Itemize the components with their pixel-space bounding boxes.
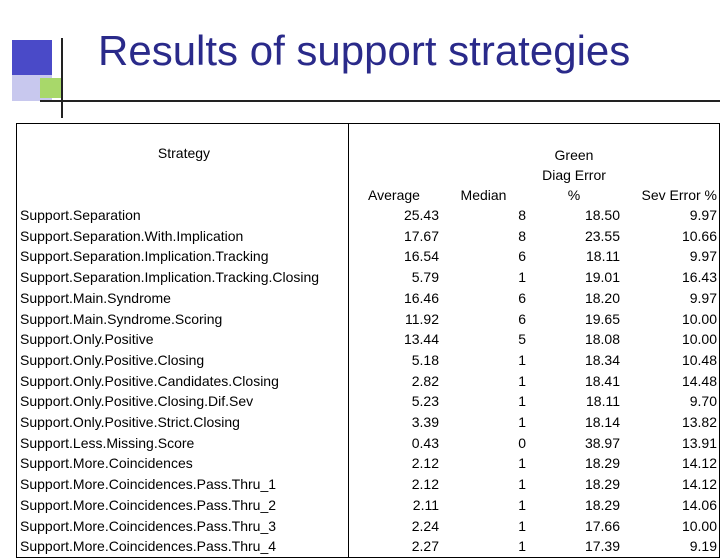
table-row	[17, 205, 720, 226]
table-row	[17, 350, 720, 371]
cell-strategy: Support.More.Coincidences.Pass.Thru_1	[20, 476, 277, 493]
cell-sev-error: 13.91	[681, 434, 717, 451]
cell-diag-error: 18.29	[584, 476, 620, 493]
header-diag-line2: Diag Error	[542, 167, 606, 183]
cell-strategy: Support.Only.Positive.Strict.Closing	[20, 414, 240, 431]
cell-strategy: Support.Only.Positive.Closing	[20, 351, 205, 368]
table-row	[17, 536, 720, 557]
cell-sev-error: 14.12	[681, 455, 717, 472]
cell-sev-error: 10.66	[681, 227, 717, 244]
cell-sev-error: 10.00	[681, 310, 717, 327]
cell-diag-error: 18.20	[584, 289, 620, 306]
table-row	[17, 391, 720, 412]
table-row	[17, 474, 720, 495]
header-strategy: Strategy	[157, 145, 211, 161]
cell-average: 16.54	[349, 246, 442, 267]
cell-median: 1	[518, 372, 526, 389]
table-row	[17, 267, 720, 288]
cell-diag-error: 19.65	[584, 310, 620, 327]
cell-strategy: Support.More.Coincidences.Pass.Thru_3	[20, 517, 277, 534]
cell-diag-error: 38.97	[584, 434, 620, 451]
cell-diag-error: 17.66	[584, 517, 620, 534]
cell-average: 16.46	[349, 288, 442, 309]
cell-sev-error: 9.97	[689, 248, 717, 265]
title-underline	[40, 100, 720, 102]
table-row	[17, 246, 720, 267]
cell-sev-error: 10.48	[681, 351, 717, 368]
cell-sev-error: 10.00	[681, 517, 717, 534]
cell-median: 6	[518, 310, 526, 327]
decor-square-green	[40, 78, 62, 98]
header-diag-line1: Green	[554, 147, 594, 163]
cell-median: 8	[518, 227, 526, 244]
cell-median: 1	[518, 269, 526, 286]
header-average: Average	[349, 124, 442, 206]
table-row	[17, 309, 720, 330]
cell-sev-error: 9.19	[689, 538, 717, 555]
cell-average: 2.82	[349, 371, 442, 392]
cell-average: 2.24	[349, 516, 442, 537]
cell-average: 11.92	[349, 309, 442, 330]
table-row	[17, 371, 720, 392]
cell-diag-error: 18.34	[584, 351, 620, 368]
table-row	[17, 453, 720, 474]
cell-diag-error: 18.14	[584, 414, 620, 431]
cell-strategy: Support.More.Coincidences	[20, 455, 193, 472]
table-row	[17, 329, 720, 350]
table-header-row	[17, 124, 720, 206]
cell-median: 1	[518, 538, 526, 555]
cell-average: 2.27	[349, 536, 442, 557]
decor-vertical-line	[61, 38, 63, 118]
table-row	[17, 288, 720, 309]
cell-average: 2.12	[349, 453, 442, 474]
cell-sev-error: 13.82	[681, 414, 717, 431]
cell-diag-error: 18.50	[584, 207, 620, 223]
cell-strategy: Support.Separation.Implication.Tracking.Closing	[20, 269, 320, 286]
table-row	[17, 412, 720, 433]
cell-diag-error: 19.01	[584, 269, 620, 286]
cell-median: 0	[518, 434, 526, 451]
header-diag-line3: %	[567, 187, 581, 203]
cell-strategy: Support.Main.Syndrome.Scoring	[20, 310, 223, 327]
cell-sev-error: 9.70	[689, 393, 717, 410]
cell-median: 5	[518, 331, 526, 348]
cell-average: 17.67	[349, 226, 442, 247]
cell-average: 13.44	[349, 329, 442, 350]
header-diag-error	[528, 124, 622, 206]
cell-median: 1	[518, 496, 526, 513]
cell-median: 1	[518, 476, 526, 493]
cell-average: 5.23	[349, 391, 442, 412]
cell-sev-error: 10.00	[681, 331, 717, 348]
header-sev-error: Sev Error %	[641, 187, 717, 203]
cell-diag-error: 18.08	[584, 331, 620, 348]
cell-diag-error: 17.39	[584, 538, 620, 555]
cell-strategy: Support.Only.Positive	[20, 331, 154, 348]
cell-strategy: Support.More.Coincidences.Pass.Thru_2	[20, 496, 277, 513]
cell-diag-error: 18.11	[586, 248, 620, 265]
cell-sev-error: 14.12	[681, 476, 717, 493]
cell-average: 2.11	[349, 495, 442, 516]
cell-average: 25.43	[349, 205, 442, 226]
cell-strategy: Support.Separation	[20, 207, 141, 223]
cell-sev-error: 14.06	[681, 496, 717, 513]
cell-strategy: Support.Less.Missing.Score	[20, 434, 195, 451]
cell-average: 5.79	[349, 267, 442, 288]
slide-title: Results of support strategies	[98, 27, 631, 74]
cell-strategy: Support.Separation.With.Implication	[20, 227, 244, 244]
table-row	[17, 495, 720, 516]
cell-median: 1	[518, 455, 526, 472]
results-table	[16, 123, 720, 558]
cell-diag-error: 23.55	[584, 227, 620, 244]
cell-median: 1	[518, 393, 526, 410]
cell-diag-error: 18.29	[584, 496, 620, 513]
cell-strategy: Support.Separation.Implication.Tracking	[20, 248, 269, 265]
cell-average: 0.43	[349, 433, 442, 454]
cell-diag-error: 18.11	[586, 393, 620, 410]
cell-average: 3.39	[349, 412, 442, 433]
cell-median: 1	[518, 414, 526, 431]
cell-average: 2.12	[349, 474, 442, 495]
table-row	[17, 433, 720, 454]
cell-strategy: Support.More.Coincidences.Pass.Thru_4	[20, 538, 277, 555]
cell-median: 1	[518, 517, 526, 534]
cell-median: 6	[518, 289, 526, 306]
table-row	[17, 516, 720, 537]
decor-square-blue	[12, 40, 52, 80]
table-body	[17, 205, 720, 557]
header-median: Median	[460, 187, 507, 203]
cell-strategy: Support.Only.Positive.Closing.Dif.Sev	[20, 393, 254, 410]
cell-strategy: Support.Only.Positive.Candidates.Closing	[20, 372, 279, 389]
cell-average: 5.18	[349, 350, 442, 371]
table-row	[17, 226, 720, 247]
cell-sev-error: 9.97	[689, 207, 717, 223]
cell-sev-error: 9.97	[689, 289, 717, 306]
cell-median: 6	[518, 248, 526, 265]
cell-strategy: Support.Main.Syndrome	[20, 289, 171, 306]
cell-median: 1	[518, 351, 526, 368]
cell-diag-error: 18.29	[584, 455, 620, 472]
cell-diag-error: 18.41	[584, 372, 620, 389]
cell-sev-error: 16.43	[681, 269, 717, 286]
cell-median: 8	[518, 207, 526, 223]
cell-sev-error: 14.48	[681, 372, 717, 389]
